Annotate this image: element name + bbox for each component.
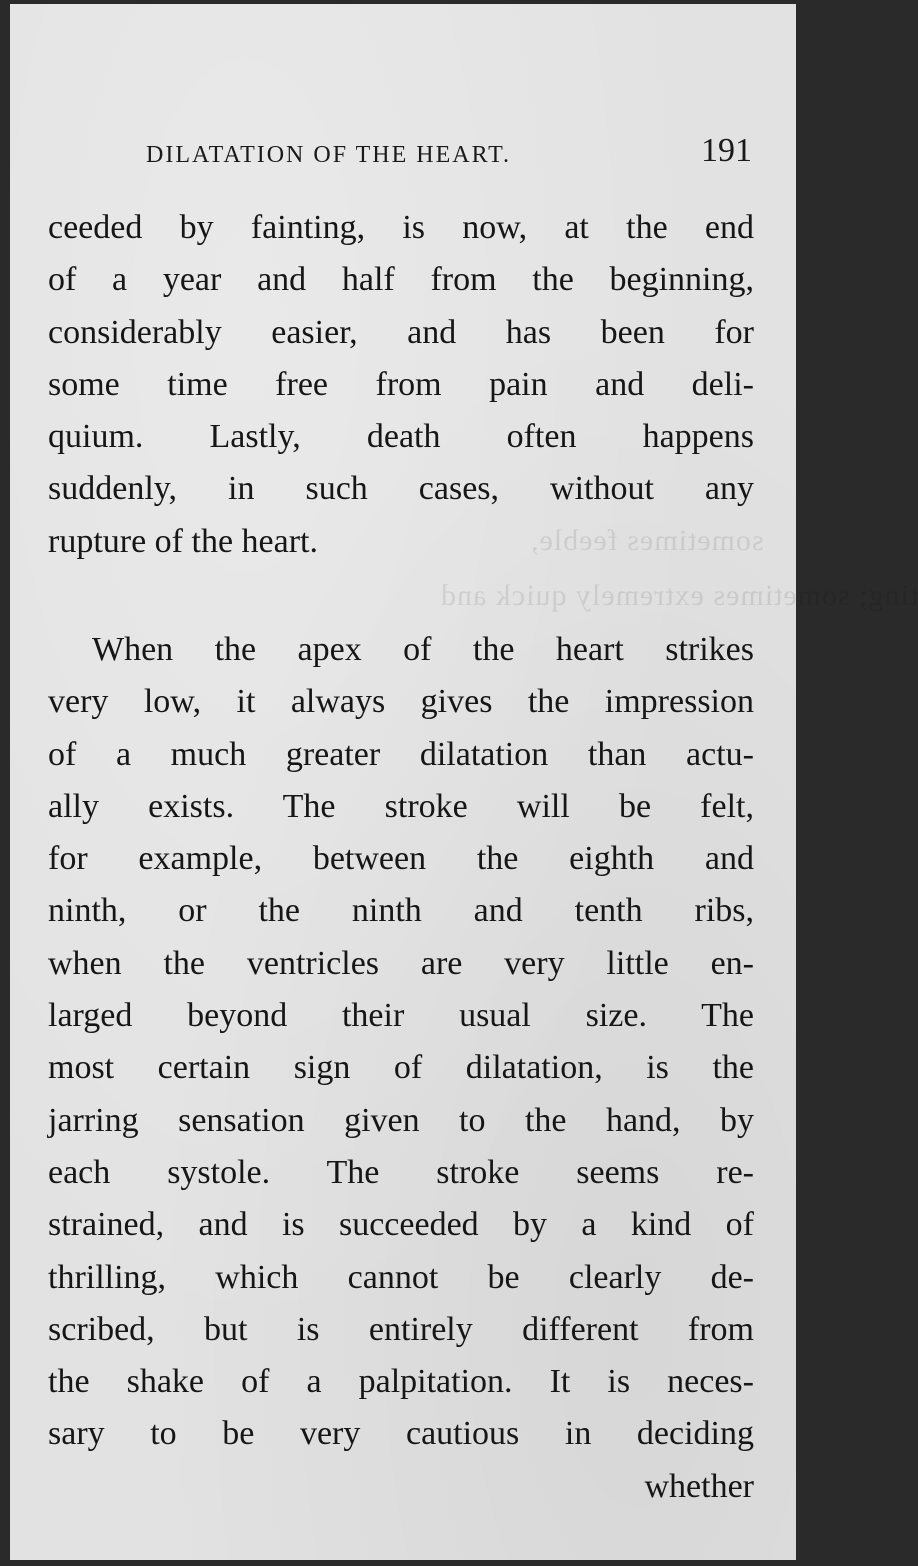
- text-line: jarring sensation given to the hand, by: [48, 1101, 754, 1139]
- text-line: for example, between the eighth and: [48, 840, 754, 878]
- text-line: ninth, or the ninth and tenth ribs,: [48, 892, 754, 930]
- running-header: [146, 132, 752, 180]
- show-through-decoration: ting; sometimes extremely quick and: [440, 579, 918, 612]
- text-line: When the apex of the heart strikes: [92, 631, 754, 668]
- text-line: suddenly, in such cases, without any: [48, 470, 754, 508]
- text-line: rupture of the heart.: [48, 522, 318, 560]
- book-page: [10, 4, 918, 1560]
- paragraph: [48, 202, 754, 568]
- text-line: when the ventricles are very little en-: [48, 944, 754, 982]
- text-line: most certain sign of dilatation, is the: [48, 1049, 754, 1087]
- paragraph: [48, 624, 754, 1513]
- text-line: larged beyond their usual size. The: [48, 997, 754, 1035]
- text-line: ceeded by fainting, is now, at the end: [48, 209, 754, 246]
- text-line: the shake of a palpitation. It is neces-: [48, 1363, 754, 1401]
- text-line: strained, and is succeeded by a kind of: [48, 1206, 754, 1244]
- text-line: sary to be very cautious in deciding: [48, 1415, 754, 1453]
- text-line: very low, it always gives the impression: [48, 683, 754, 721]
- show-through-decoration: sometimes feeble,: [530, 524, 764, 557]
- text-line: each systole. The stroke seems re-: [48, 1153, 754, 1191]
- text-line: of a much greater dilatation than actu-: [48, 735, 754, 773]
- catchword: whether: [644, 1467, 754, 1505]
- text-line: ally exists. The stroke will be felt,: [48, 787, 754, 825]
- text-line: some time free from pain and deli-: [48, 365, 754, 403]
- text-line: of a year and half from the beginning,: [48, 261, 754, 299]
- text-line: considerably easier, and has been for: [48, 313, 754, 351]
- running-title: DILATATION OF THE HEART.: [146, 142, 512, 168]
- text-line: scribed, but is entirely different from: [48, 1310, 754, 1348]
- text-line: thrilling, which cannot be clearly de-: [48, 1258, 754, 1296]
- text-line: quium. Lastly, death often happens: [48, 418, 754, 456]
- page-number: 191: [701, 132, 752, 169]
